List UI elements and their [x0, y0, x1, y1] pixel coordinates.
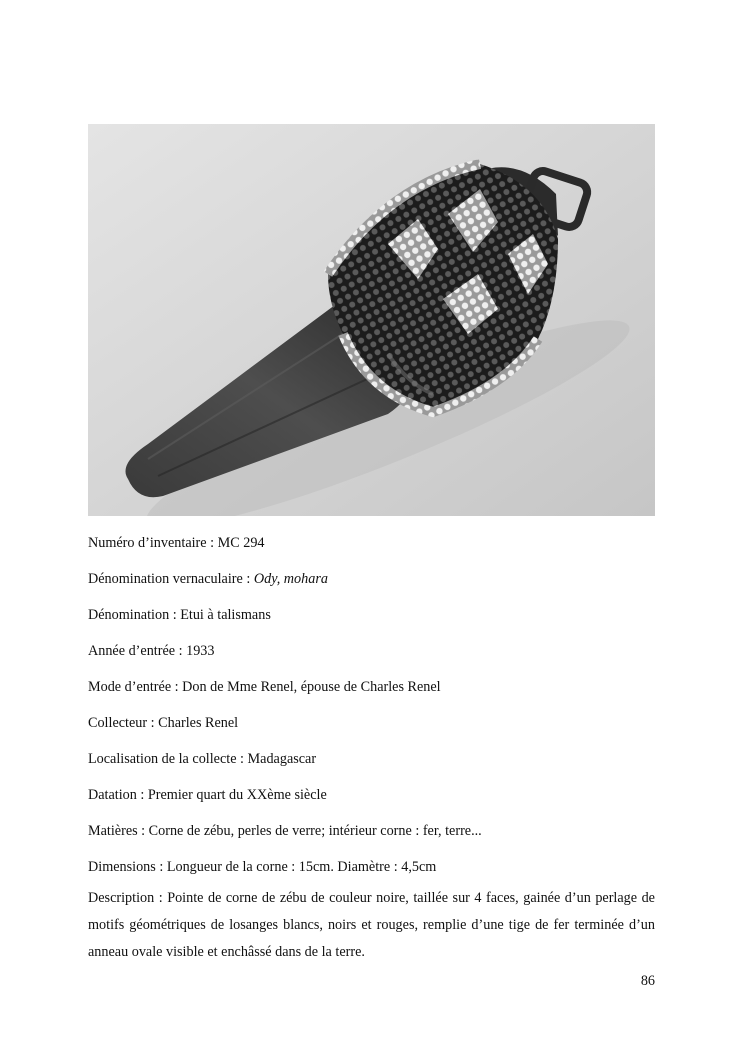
- field-value: Don de Mme Renel, épouse de Charles Renel: [182, 679, 441, 695]
- field-value: Longueur de la corne : 15cm. Diamètre : 4,5cm: [166, 859, 437, 875]
- field-value: Corne de zébu, perles de verre; intérieur corne : fer, terre...: [148, 823, 482, 839]
- field-collection-location: [88, 749, 655, 785]
- field-value: Charles Renel: [158, 715, 239, 731]
- field-dating: [88, 785, 655, 821]
- field-value: MC 294: [217, 535, 265, 551]
- page-number: 86: [640, 973, 655, 989]
- description-text: Pointe de corne de zébu de couleur noire, taillée sur 4 faces, gainée d’un perlage de motifs géométriques de losanges blancs, noirs et rouges, remplie d’une tige de fer terminée d’un anneau ovale visible et enchâssé dans de la terre.: [88, 890, 655, 960]
- field-collector: [88, 713, 655, 749]
- field-label: Matières :: [88, 823, 149, 839]
- field-label: Dénomination :: [88, 607, 181, 623]
- field-label: Localisation de la collecte :: [88, 751, 248, 767]
- field-value: Madagascar: [247, 751, 317, 767]
- field-value: 1933: [186, 643, 215, 659]
- field-label: Mode d’entrée :: [88, 679, 183, 695]
- beaded-horn-talisman-case-photo: [88, 124, 655, 516]
- field-label: Numéro d’inventaire :: [88, 535, 218, 551]
- object-record: [88, 533, 655, 966]
- field-inventory-number: [88, 533, 655, 569]
- field-materials: [88, 821, 655, 857]
- field-value: Etui à talismans: [180, 607, 271, 623]
- field-label: Année d’entrée :: [88, 643, 187, 659]
- field-label: Dénomination vernaculaire :: [88, 571, 254, 587]
- field-description: [88, 885, 655, 966]
- field-name: [88, 605, 655, 641]
- field-label: Dimensions :: [88, 859, 167, 875]
- field-vernacular-name: [88, 569, 655, 605]
- field-entry-mode: [88, 677, 655, 713]
- field-value: Ody, mohara: [253, 571, 328, 587]
- field-label: Collecteur :: [88, 715, 159, 731]
- field-value: Premier quart du XXème siècle: [147, 787, 327, 803]
- object-photo: [88, 124, 655, 516]
- field-entry-year: [88, 641, 655, 677]
- description-label: Description :: [88, 890, 168, 906]
- field-label: Datation :: [88, 787, 148, 803]
